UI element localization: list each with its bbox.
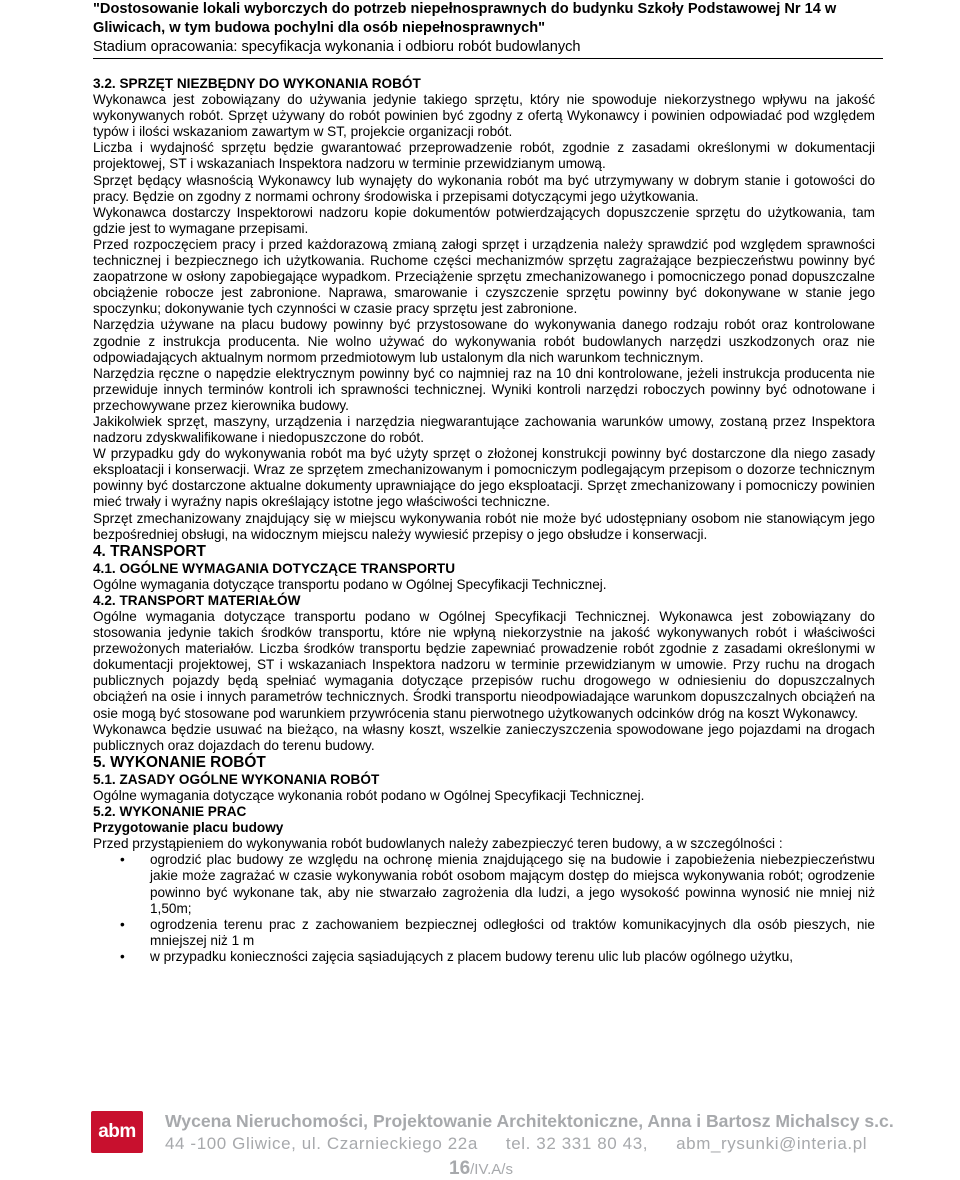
paragraph: Ogólne wymagania dotyczące transportu podano w Ogólnej Specyfikacji Technicznej.	[93, 576, 607, 592]
paragraph: Wykonawca będzie usuwać na bieżąco, na własny koszt, wszelkie zanieczyszczenia spowodowane jego pojazdami na drogach publicznych oraz dojazdach do terenu budowy.	[93, 721, 875, 753]
page-number	[449, 1158, 513, 1180]
bullet-list	[93, 852, 875, 965]
paragraph: Jakikolwiek sprzęt, maszyny, urządzenia i narzędzia niegwarantujące zachowania warunków umowy, zostaną przez Inspektora nadzoru zdyskwalifikowane i niedopuszczone do robót.	[93, 413, 875, 446]
document-body	[93, 76, 875, 965]
header-stage: Stadium opracowania: specyfikacja wykonania i odbioru robót budowlanych	[93, 39, 581, 55]
paragraph: Wykonawca dostarczy Inspektorowi nadzoru kopie dokumentów potwierdzających dopuszczenie sprzętu do użytkowania, tam gdzie jest to wymagane przepisami.	[93, 204, 875, 236]
paragraph: Ogólne wymagania dotyczące wykonania robót podano w Ogólnej Specyfikacji Technicznej.	[93, 787, 645, 803]
paragraph: Przed rozpoczęciem pracy i przed każdorazową zmianą załogi sprzęt i urządzenia należy sprawdzić pod względem sprawności technicznej i bezpiecznego ich użytkowania. Ruchome części mechanizmów sprzętu zagrażające bezpieczeństwu powinny być zaopatrzone w osłony zapobiegające wypadkom. Przeciążenie sprzętu zmechanizowanego i pomocniczego ponad dopuszczalne obciążenie robocze jest zabronione. Naprawa, smarowanie i czyszczenie sprzętu powinny być dokonywane w stanie jego spoczynku; dokonywanie tych czynności w czasie pracy sprzętu jest zabronione.	[93, 236, 875, 317]
footer-company-name: Wycena Nieruchomości, Projektowanie Architektoniczne, Anna i Bartosz Michalscy s.c.	[165, 1111, 894, 1131]
section-4-heading: 4. TRANSPORT	[93, 542, 206, 560]
page-number-value: 16	[449, 1158, 471, 1179]
footer-contact	[165, 1134, 895, 1154]
footer-phone: tel. 32 331 80 43,	[505, 1134, 649, 1153]
list-item-text: w przypadku konieczności zajęcia sąsiadujących z placem budowy terenu ulic lub placów ogólnego użytku,	[150, 948, 794, 964]
list-item-text: ogrodzić plac budowy ze względu na ochronę mienia znajdującego się na budowie i zapobieżenia niebezpieczeństwu jakie może zagrażać w czasie wykonywania robót osobom mającym dostęp do miejsca wykonywania robót; ogrodzenie powinno być wykonane tak, aby nie stwarzało zagrożenia dla ludzi, a jego wysokość powinna wynosić nie mniej niż 1,50m;	[150, 852, 875, 916]
paragraph: Ogólne wymagania dotyczące transportu podano w Ogólnej Specyfikacji Technicznej. Wykonawca jest zobowiązany do stosowania jedynie takich środków transportu, które nie wpłyną niekorzystnie na jakość wykonywanych robót i właściwości przewożonych materiałów. Liczba środków transportu będzie zapewniać prowadzenie robót zgodnie z zasadami określonymi w dokumentacji projektowej, ST i wskazaniach Inspektora nadzoru w terminie przewidzianym w umowie. Przy ruchu na drogach publicznych pojazdy będą spełniać wymagania dotyczące przepisów ruchu drogowego w odniesieniu do dopuszczalnych obciążeń na osie i innych parametrów technicznych. Środki transportu nieodpowiadające warunkom dopuszczalnych obciążeń na osie mogą być stosowane pod warunkiem przywrócenia stanu pierwotnego użytkowanych odcinków dróg na koszt Wykonawcy.	[93, 609, 875, 721]
header-title-line1: "Dostosowanie lokali wyborczych do potrzeb niepełnosprawnych do budynku Szkoły Podstawowej Nr 14 w	[93, 1, 837, 17]
list-item	[93, 852, 875, 916]
bullet-icon: •	[120, 948, 125, 964]
section-3-2-heading: 3.2. SPRZĘT NIEZBĘDNY DO WYKONANIA ROBÓT	[93, 76, 421, 91]
section-4-1-heading: 4.1. OGÓLNE WYMAGANIA DOTYCZĄCE TRANSPORTU	[93, 560, 456, 576]
paragraph: Narzędzia ręczne o napędzie elektrycznym powinny być co najmniej raz na 10 dni kontrolowane, jeżeli instrukcja producenta nie przewiduje innych terminów kontroli ich sprawności technicznej. Wyniki kontroli narzędzi roboczych powinny być odnotowane i przechowywane przez kierownika budowy.	[93, 365, 875, 413]
section-4-2-heading: 4.2. TRANSPORT MATERIAŁÓW	[93, 592, 301, 608]
company-logo: abm	[91, 1111, 143, 1153]
paragraph: Liczba i wydajność sprzętu będzie gwarantować przeprowadzenie robót, zgodnie z zasadami określonymi w dokumentacji projektowej, ST i wskazaniach Inspektora nadzoru w terminie przewidzianym umową.	[93, 140, 875, 172]
page-number-suffix: /IV.A/s	[470, 1161, 513, 1178]
section-5-1-heading: 5.1. ZASADY OGÓLNE WYKONANIA ROBÓT	[93, 771, 380, 787]
paragraph: Sprzęt zmechanizowany znajdujący się w miejscu wykonywania robót nie może być udostępniany osobom nie stanowiącym jego bezpośredniej obsługi, na widocznym miejscu należy wywiesić przepisy o jego obsłudze i konserwacji.	[93, 510, 875, 542]
paragraph: Przed przystąpieniem do wykonywania robót budowlanych należy zabezpieczyć teren budowy, a w szczególności :	[93, 836, 783, 852]
list-item	[93, 917, 875, 949]
footer-email: abm_rysunki@interia.pl	[676, 1134, 868, 1153]
document-header	[93, 0, 883, 59]
list-item-text: ogrodzenia terenu prac z zachowaniem bezpiecznej odległości od traktów komunikacyjnych dla osób pieszych, nie mniejszej niż 1 m	[150, 916, 875, 948]
paragraph: Narzędzia używane na placu budowy powinny być przystosowane do wykonywania danego rodzaju robót oraz kontrolowane zgodnie z instrukcja producenta. Nie wolno używać do wykonywania robót budowlanych narzędzi uszkodzonych oraz nie odpowiadających aktualnym normom przedmiotowym lub ustalonym dla nich warunkom technicznym.	[93, 317, 875, 365]
section-5-2-heading: 5.2. WYKONANIE PRAC	[93, 804, 247, 820]
subheading-site-preparation: Przygotowanie placu budowy	[93, 820, 284, 836]
section-5-heading: 5. WYKONANIE ROBÓT	[93, 753, 266, 771]
bullet-icon: •	[120, 852, 125, 868]
header-title-line2: Gliwicach, w tym budowa pochylni dla osób niepełnosprawnych"	[93, 20, 546, 36]
paragraph: W przypadku gdy do wykonywania robót ma być użyty sprzęt o złożonej konstrukcji powinny być dostarczone dla niego zasady eksploatacji i konserwacji. Wraz ze sprzętem zmechanizowanym i pomocniczym podlegającym przepisom o dozorze technicznym powinny być dostarczone aktualne dokumenty uprawniające do jego eksploatacji. Sprzęt zmechanizowany i pomocniczy powinien mieć trwały i wyraźny napis określający istotne jego właściwości techniczne.	[93, 446, 875, 510]
list-item	[93, 949, 875, 965]
footer-address: 44 -100 Gliwice, ul. Czarnieckiego 22a	[165, 1134, 478, 1153]
paragraph: Sprzęt będący własnością Wykonawcy lub wynajęty do wykonania robót ma być utrzymywany w dobrym stanie i gotowości do pracy. Będzie on zgodny z normami ochrony środowiska i przepisami dotyczącymi jego użytkowania.	[93, 172, 875, 204]
paragraph: Wykonawca jest zobowiązany do używania jedynie takiego sprzętu, który nie spowoduje niekorzystnego wpływu na jakość wykonywanych robót. Sprzęt używany do robót powinien być zgodny z ofertą Wykonawcy i powinien odpowiadać pod względem typów i ilości wskazaniom zawartym w ST, projekcie organizacji robót.	[93, 92, 875, 140]
bullet-icon: •	[120, 916, 125, 932]
